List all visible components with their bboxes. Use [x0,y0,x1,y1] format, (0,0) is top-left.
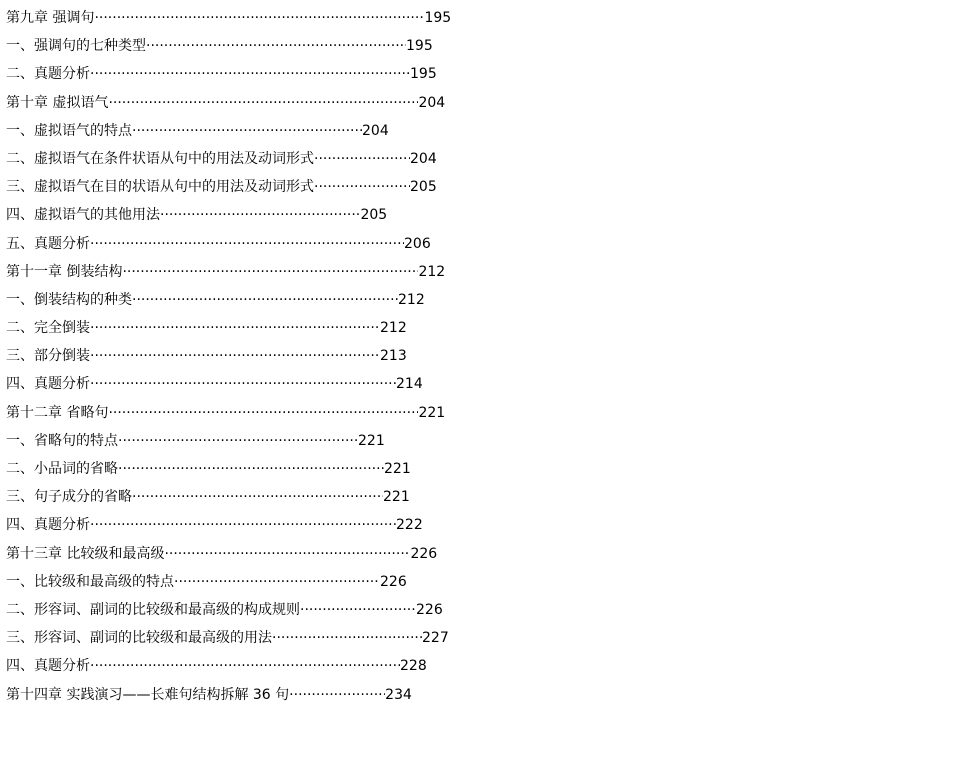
leader-dots [118,455,384,483]
leader-dots [90,511,396,539]
toc-entry-title: 第九章 强调句 [6,10,95,26]
toc-entry-page-number: 234 [385,686,412,703]
toc-entry-title: 四、真题分析 [6,658,90,675]
leader-dots [90,60,410,88]
leader-dots [94,4,424,32]
toc-entry[interactable] [6,652,946,680]
toc-entry-title: 三、虚拟语气在目的状语从句中的用法及动词形式 [6,179,314,196]
toc-entry-title: 二、虚拟语气在条件状语从句中的用法及动词形式 [6,150,314,167]
toc-entry-title: 三、句子成分的省略 [6,489,132,506]
leader-dots [146,32,406,60]
toc-entry-page-number: 228 [400,658,427,675]
leader-dots [108,89,418,117]
toc-entry-page-number: 206 [404,235,431,252]
toc-entry[interactable] [6,4,946,32]
toc-entry-title: 二、形容词、副词的比较级和最高级的构成规则 [6,601,300,618]
toc-entry[interactable] [6,540,946,568]
toc-entry[interactable] [6,145,946,173]
leader-dots [132,483,383,511]
leader-dots [132,286,398,314]
toc-entry[interactable] [6,342,946,370]
toc-entry-page-number: 204 [418,94,446,111]
toc-entry-title: 一、倒装结构的种类 [6,291,132,308]
toc-entry-page-number: 204 [410,150,437,167]
toc-entry[interactable] [6,624,946,652]
leader-dots [272,624,422,652]
toc-entry-page-number: 226 [380,573,407,590]
toc-entry[interactable] [6,314,946,342]
toc-entry-title: 四、虚拟语气的其他用法· [6,207,165,224]
leader-dots [122,258,418,286]
leader-dots [174,568,380,596]
toc-entry[interactable] [6,32,946,60]
toc-entry-title: 第十三章 比较级和最高级 [6,545,165,562]
toc-entry-title: 一、比较级和最高级的特点 [6,573,174,590]
leader-dots [314,145,410,173]
toc-entry-page-number: 212 [418,263,446,280]
toc-entry-page-number: 212 [380,320,407,337]
toc-entry-title: 二、小品词的省略 [6,461,118,477]
toc-entry[interactable] [6,230,946,258]
toc-entry-page-number: 205 [410,179,437,196]
toc-entry-page-number: 226 [410,545,438,562]
toc-entry[interactable] [6,370,946,398]
toc-entry-title: 一、省略句的特点 [6,432,118,449]
toc-entry-title: 三、部分倒装 [6,348,90,365]
toc-entry[interactable] [6,201,946,229]
toc-entry-title: 第十一章 倒装结构 [6,263,123,280]
toc-entry[interactable] [6,568,946,596]
toc-entry[interactable] [6,483,946,511]
leader-dots [164,540,410,568]
toc-entry[interactable] [6,427,946,455]
leader-dots [90,314,380,342]
toc-entry[interactable] [6,258,946,286]
toc-entry-page-number: 213 [380,348,407,365]
toc-entry-title: 一、虚拟语气的特点 [6,122,132,139]
leader-dots [132,117,362,145]
leader-dots [118,427,358,455]
leader-dots [164,201,360,229]
toc-entry-page-number: 195 [424,10,452,26]
toc-entry[interactable] [6,117,946,145]
toc-entry-page-number: 221 [358,432,385,449]
toc-entry-title: 三、形容词、副词的比较级和最高级的用法 [6,630,272,647]
toc-entry-title: 第十章 虚拟语气 [6,94,109,111]
toc-entry-title: 五、真题分析 [6,235,90,252]
leader-dots [90,230,404,258]
toc-entry-page-number: 195 [410,66,437,83]
leader-dots [108,399,418,427]
toc-entry-page-number: 221 [383,489,410,506]
toc-entry-page-number: 221 [384,461,411,477]
toc-entry-title: 二、真题分析 [6,66,90,83]
toc-entry[interactable] [6,681,946,709]
leader-dots [300,596,416,624]
toc-entry-page-number: 226 [416,601,443,618]
toc-entry-page-number: 214 [396,376,423,393]
table-of-contents [6,4,946,709]
toc-entry-page-number: 205 [360,207,388,224]
toc-entry[interactable] [6,60,946,88]
toc-entry-title: 第十二章 省略句 [6,404,109,421]
toc-entry[interactable] [6,511,946,539]
toc-entry[interactable] [6,286,946,314]
toc-entry-page-number: 227 [422,630,449,647]
toc-entry-page-number: 204 [362,122,389,139]
toc-entry-title: 一、强调句的七种类型 [6,38,146,55]
toc-entry-title: 四、真题分析 [6,376,90,393]
leader-dots [90,370,396,398]
toc-entry-page-number: 212 [398,291,425,308]
toc-entry-page-number: 195 [406,38,433,55]
leader-dots [314,173,410,201]
toc-entry-page-number: 222 [396,517,423,534]
toc-entry[interactable] [6,399,946,427]
leader-dots [289,681,385,709]
toc-entry[interactable] [6,173,946,201]
toc-entry-title: 四、真题分析 [6,517,90,534]
toc-entry[interactable] [6,596,946,624]
toc-entry-page-number: 221 [418,404,446,421]
leader-dots [90,652,400,680]
toc-entry-title: 第十四章 实践演习——长难句结构拆解 36 句 [6,686,290,703]
leader-dots [90,342,380,370]
toc-entry[interactable] [6,455,946,483]
toc-entry-title: 二、完全倒装 [6,320,90,337]
toc-entry[interactable] [6,89,946,117]
